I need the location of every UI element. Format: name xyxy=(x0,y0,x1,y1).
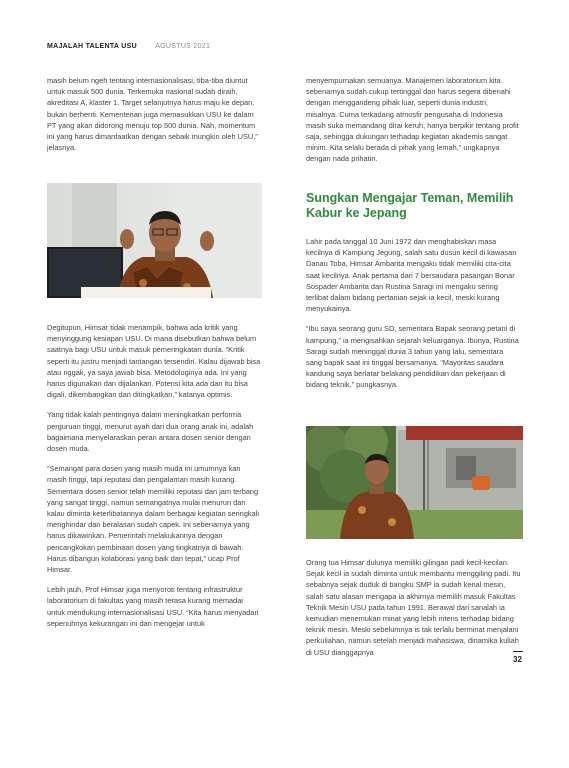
paragraph: Lebih jauh, Prof Himsar juga menyoroti tentang infrastruktur laboratorium di fakultas yang masih terasa kurang memadai untuk mendukung internasionalisasi USU. “Kita harus menyadari sepenuhnya kekurangan ini dan mengejar untuk xyxy=(47,585,259,628)
magazine-title: MAJALAH TALENTA USU xyxy=(47,43,137,50)
left-column-top xyxy=(47,75,262,162)
page-number-rule xyxy=(513,651,523,652)
outdoor-photo-image xyxy=(306,426,523,539)
paragraph: Lahir pada tanggal 10 Juni 1972 dan menghabiskan masa kecilnya di Kampung Jegung, salah satu dusun kecil di kawasan Danau Toba, Himsar Ambarita mengaku tidak memiliki cita-cita saat kecilnya. Anak pertama dari 7 bersaudara pasangan Bonar Sospader Ambarita dan Rustina Saragi ini mengaku sering terlibat dalam bidang pertanian sejak ia kecil, meski kurang menyukainya. xyxy=(306,237,517,314)
right-column-bottom xyxy=(306,557,521,667)
left-column-bottom xyxy=(47,322,262,638)
page-header xyxy=(47,43,210,50)
paragraph: Yang tidak kalah pentingnya dalam meningkatkan performa perguruan tinggi, menurut ayah dari dua orang anak ini, adalah bagaimana menyelaraskan peran antara dosen senior dengan dosen muda. xyxy=(47,410,254,454)
section-heading: Sungkan Mengajar Teman, Memilih Kabur ke Jepang xyxy=(306,191,514,220)
photo-speaker xyxy=(47,183,262,298)
paragraph: “Ibu saya seorang guru SD, sementara Bapak seorang petani di kampung,” ia mengisahkan sejarah keluarganya. Ibunya, Rustina Saragi sudah meninggal dunia 3 tahun yang lalu, sementara sang bapak saat ini tinggal bersamanya. “Mayoritas saudara kandung saya berlatar belakang pendidikan dan pekerjaan di bidang teknik,” pungkasnya. xyxy=(306,324,519,390)
speaker-photo-image xyxy=(47,183,262,298)
photo-outdoor xyxy=(306,426,523,539)
right-column-middle xyxy=(306,236,521,400)
right-column-top xyxy=(306,75,521,174)
paragraph: “Semangat para dosen yang masih muda ini umumnya kan masih tinggi, tapi reputasi dan pengalaman masih kurang. Sementara dosen senior telah memiliki reputasi dan jam terbang yang sangat tinggi, namun semangatnya mulai menurun dan kalau diminta keterlibatannya dalam berbagai kegiatan seringkali menghindar dan beralasan sudah capek. Ini sebenarnya yang harus dikawinkan. Pemerintah melakukannya dengan pencangkokan pembinaan dosen yang tingkatnya di bawah. Harus dibangun kolaborasi yang baik dan tepat,” ucap Prof Himsar. xyxy=(47,464,259,575)
paragraph: Orang tua Himsar dulunya memiliki gilingan padi kecil-kecilan. Sejak kecil ia sudah diminta untuk membantu menggiling padi. Itu sebabnya sejak duduk di bangku SMP ia sudah kenal mesin, salah satu alasan mengapa ia akhirnya memilih masuk Fakultas Teknik Mesin USU pada tahun 1991. Berawal dari sanalah ia kemudian menemukan minat yang lebih intens terhadap bidang teknik mesin. Meski sebelumnya is tak terlalu berminat menjalani perkuliahan, namun setelah menjadi mahasiswa, dinamika kuliah di USU dianggapnya xyxy=(306,558,521,657)
paragraph: Degitupun, Himsar tidak menampik, bahwa ada kritik yang menyinggung kesiapan USU. Di mana disebutkan bahwa belum saatnya bagi USU untuk masuk pemeringkatan dunia. “Kritik seperti itu justru menjadi tantangan tersendiri. Kalau dijawab bisa atau nggak, ya saya jawab bisa. Metodologinya ada. Ini yang harus digunakan dan dijalankan. Potensi kita ada dan itu bisa digali, dikembangkan dan ditingkatkan,” katanya optimis. xyxy=(47,323,261,400)
issue-date: AGUSTUS 2021 xyxy=(155,43,211,50)
page-number: 32 xyxy=(513,655,522,664)
paragraph: masih belum ngeh tentang internasionalisasi, tiba-tiba diuntut untuk masuk 500 dunia. Terkemuka nasional sudah diraih, akreditasi A, klaster 1. Target selanjutnya harus maju ke depan, bukan berhenti. Kementerian juga memasukkan USU ke dalam PT yang akan didorong menuju top 500 dunia. Nah, momentum ini yang harus dimanfaatkan dengan sebaik mungkin oleh USU,” jelasnya. xyxy=(47,76,258,153)
paragraph: menyempurnakan semuanya. Manajemen laboratorium kita sebenarnya sudah cukup tertinggal dan harus segera dibenahi dengan menggandeng pihak luar, seperti dunia industri, misalnya. Cuma terkadang atmosfir pengusaha di Indonesia masih suka memandang dirai keruh, hanya berpikir tentang profit saja, sehingga dukungan terhadap kegiatan akademis sangat minim. Kita selalu berada di pihak yang lemah,” ungkapnya dengan nada prihatin. xyxy=(306,76,519,164)
